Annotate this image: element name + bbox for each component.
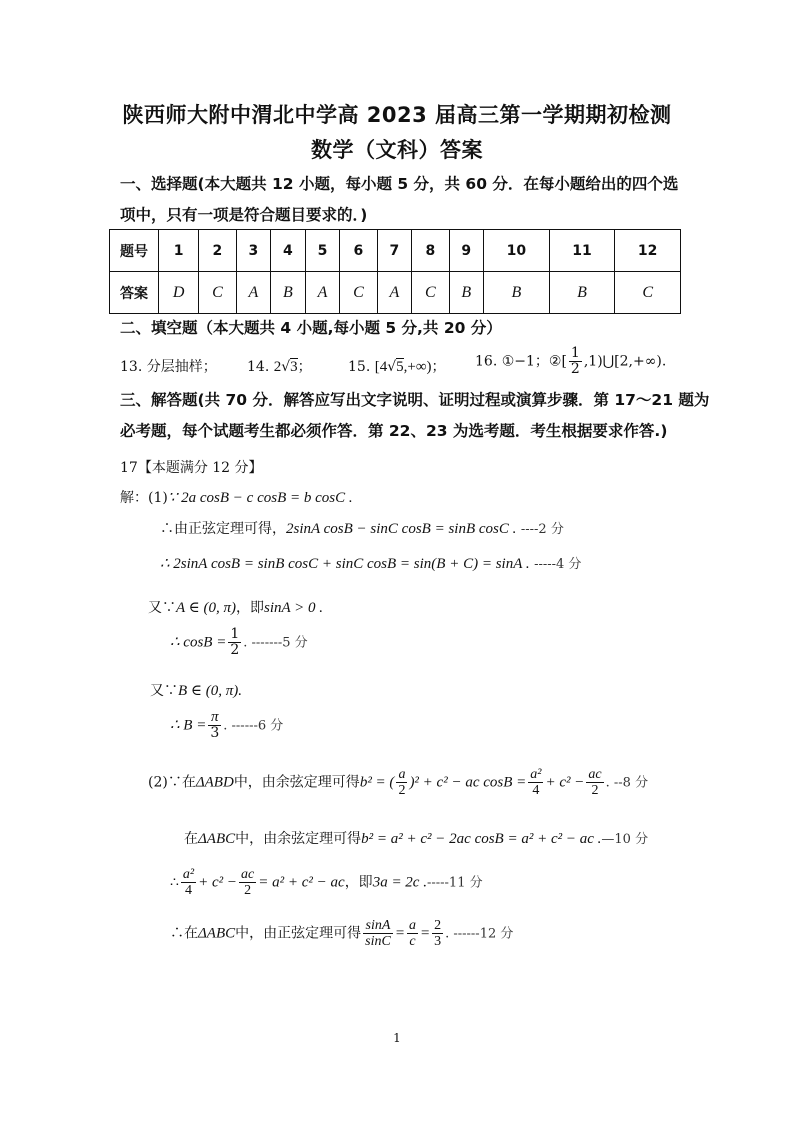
answer-cell: C: [412, 272, 449, 314]
section2-heading: 二、填空题（本大题共 4 小题,每小题 5 分,共 20 分）: [120, 319, 502, 337]
score-mark: . --8 分: [605, 775, 649, 791]
row-header-number: 题号: [110, 230, 159, 272]
q17-part2-line1: [148, 767, 648, 798]
fraction-denominator: 3: [210, 725, 220, 741]
fill-q14-radicand: 3: [290, 359, 298, 375]
fraction-numerator: a: [398, 767, 406, 782]
fill-q16-a: ①−1；②[: [501, 353, 567, 370]
fraction: [528, 767, 543, 798]
question-number: 8: [412, 230, 449, 272]
answer-cell: D: [159, 272, 199, 314]
q17-heading: 17【本题满分 12 分】: [120, 460, 263, 476]
fill-q15-c: ,+∞): [403, 359, 432, 375]
fraction-numerator: 1: [570, 345, 580, 361]
fraction-denominator: 3: [434, 934, 442, 949]
score-mark: . -------5 分: [243, 635, 308, 651]
score-mark: -----11 分: [426, 875, 483, 891]
answer-cell: B: [484, 272, 550, 314]
page-subtitle: 数学（文科）答案: [311, 138, 483, 162]
fill-q15-end: ；: [431, 359, 446, 375]
fill-q16-fraction: [569, 346, 582, 377]
answer-cell: A: [236, 272, 271, 314]
table-row: [110, 272, 681, 314]
q17-line3-formula: ∴ 2sinA cosB = sinB cosC + sinC cosB = sin(B + C) = sinA .: [160, 556, 530, 572]
formula: b² = a² + c² − 2ac cosB = a² + c² − ac .: [361, 831, 602, 847]
fraction-numerator: a: [408, 918, 416, 933]
page-number: 1: [393, 1031, 401, 1045]
answer-cell: B: [449, 272, 484, 314]
q17-part2-line4: [170, 918, 513, 949]
fraction-denominator: 2: [398, 783, 406, 798]
question-number: 4: [271, 230, 306, 272]
table-row: [110, 230, 681, 272]
question-number: 6: [340, 230, 377, 272]
fraction-numerator: ac: [241, 867, 255, 882]
answer-cell: C: [615, 272, 681, 314]
formula: )² + c² − ac cosB =: [409, 774, 527, 791]
fraction-denominator: c: [409, 934, 416, 949]
question-number: 5: [305, 230, 340, 272]
fraction: [586, 767, 603, 798]
score-mark: -----4 分: [534, 557, 582, 572]
page-title: 陕西师大附中渭北中学高 2023 届高三第一学期期初检测: [122, 103, 672, 127]
q17-line4: [148, 597, 323, 617]
fill-q14: [247, 356, 312, 376]
question-number: 11: [549, 230, 615, 272]
question-number: 7: [377, 230, 412, 272]
formula: = a² + c² − ac: [258, 874, 345, 891]
q17-line4-formula: A ∈ (0, π): [176, 600, 236, 616]
answer-cell: B: [271, 272, 306, 314]
fraction-numerator: π: [208, 710, 221, 726]
fill-q14-end: ；: [297, 359, 312, 375]
formula: + c² −: [198, 874, 238, 891]
fill-q16-label: 16.: [475, 353, 498, 370]
triangle-label: ΔABC: [198, 925, 236, 942]
fraction-numerator: sinA: [363, 918, 393, 934]
fraction-denominator: 4: [532, 783, 540, 798]
answer-cell: C: [199, 272, 236, 314]
fill-q16-end: .: [661, 353, 667, 370]
score-mark: . ------6 分: [223, 718, 284, 734]
q17-part2-line2: [184, 828, 648, 848]
q17-part2-line2-prefix: 在: [184, 831, 198, 847]
q17-part2-line3-mid: ，即: [344, 874, 373, 891]
q17-line6: [150, 680, 242, 700]
fraction: [396, 767, 407, 798]
q17-line1-prefix: 解：(1): [120, 490, 168, 506]
question-number: 3: [236, 230, 271, 272]
q17-line7: [170, 710, 283, 741]
fraction-denominator: 2: [591, 783, 599, 798]
q17-part2-mid: 中，由余弦定理可得: [233, 774, 360, 791]
fraction: [407, 918, 418, 949]
formula: =: [394, 925, 405, 942]
fraction-denominator: 2: [570, 361, 580, 377]
question-number: 9: [449, 230, 484, 272]
fraction: [208, 710, 221, 741]
q17-line6-formula: B ∈ (0, π).: [178, 683, 243, 699]
q17-line4-formula2: sinA > 0 .: [264, 600, 324, 616]
q17-line3: [160, 553, 581, 573]
fill-q13: 13. 分层抽样；: [120, 359, 217, 375]
section1-heading: 一、选择题(本大题共 12 小题，每小题 5 分，共 60 分．在每小题给出的四个选: [120, 175, 679, 193]
fraction-denominator: sinC: [365, 934, 391, 949]
fraction: [181, 867, 196, 898]
fill-q16: [475, 346, 666, 377]
section3-heading: 三、解答题(共 70 分．解答应写出文字说明、证明过程或演算步骤．第 17～21 题为: [120, 391, 710, 409]
formula: b² = (: [359, 774, 395, 791]
therefore-symbol: ∴: [170, 874, 179, 891]
q17-line4-prefix: 又∵: [148, 600, 176, 616]
fill-q15: [348, 356, 446, 376]
fraction-numerator: ac: [588, 767, 602, 782]
fraction-numerator: 1: [230, 626, 240, 642]
score-mark: —10 分: [601, 832, 649, 847]
fraction: [432, 918, 443, 949]
fraction-denominator: 4: [185, 883, 193, 898]
q17-part2-line2-mid: 中，由余弦定理可得: [235, 831, 362, 847]
fill-q15-label: 15.: [348, 359, 371, 375]
fraction-numerator: 2: [434, 918, 442, 933]
sqrt-icon: √: [387, 359, 397, 375]
fraction-numerator: a²: [182, 867, 195, 882]
question-number: 1: [159, 230, 199, 272]
answer-cell: A: [305, 272, 340, 314]
answer-table: [109, 229, 681, 314]
fill-q14-label: 14.: [247, 359, 270, 375]
q17-part2-line3: [170, 867, 483, 898]
q17-line2-prefix: ∴由正弦定理可得，: [160, 521, 286, 537]
fraction-denominator: 2: [230, 642, 240, 658]
q17-line5: [170, 627, 308, 658]
fraction-numerator: a²: [530, 767, 542, 782]
q17-line6-prefix: 又∵: [150, 683, 178, 699]
answer-cell: C: [340, 272, 377, 314]
fraction-denominator: 2: [244, 883, 252, 898]
fill-q16-b: ,1)⋃[2,+∞): [583, 353, 662, 370]
triangle-label: ΔABD: [195, 774, 234, 791]
answer-cell: B: [549, 272, 615, 314]
fraction: [363, 918, 393, 949]
fraction: [239, 867, 256, 898]
q17-line2: [160, 518, 564, 538]
question-number: 10: [484, 230, 550, 272]
q17-line4-mid: ，即: [236, 600, 264, 616]
score-mark: ----2 分: [520, 522, 564, 537]
answer-cell: A: [377, 272, 412, 314]
fill-q15-a: [4: [374, 359, 388, 375]
score-mark: . ------12 分: [445, 926, 514, 942]
fill-q15-radicand: 5: [396, 359, 404, 375]
formula: =: [419, 925, 431, 942]
q17-line2-formula: 2sinA cosB − sinC cosB = sinB cosC .: [286, 521, 517, 537]
row-header-answer: 答案: [110, 272, 159, 314]
triangle-label: ΔABC: [198, 831, 236, 847]
question-number: 2: [199, 230, 236, 272]
question-number: 12: [615, 230, 681, 272]
section3-heading-cont: 必考题，每个试题考生都必须作答．第 22、23 为选考题．考生根据要求作答.): [120, 422, 668, 440]
q17-part2-line4-prefix: ∴在: [170, 925, 198, 942]
q17-line1-formula: ∵ 2a cosB − c cosB = b cosC .: [167, 490, 353, 506]
q17-line5-prefix: ∴ cosB =: [170, 634, 227, 651]
sqrt-icon: √: [281, 359, 291, 375]
q17-line1: [120, 487, 353, 507]
q17-part2-prefix: (2)∵在: [148, 774, 196, 791]
fill-q14-coef: 2: [273, 359, 282, 375]
formula: + c² −: [545, 774, 585, 791]
q17-part2-line4-mid: 中，由正弦定理可得: [235, 925, 362, 942]
fraction: [228, 627, 241, 658]
section1-heading-cont: 项中，只有一项是符合题目要求的．): [120, 206, 368, 224]
q17-line7-prefix: ∴ B =: [170, 717, 207, 734]
formula: 3a = 2c .: [372, 874, 427, 891]
